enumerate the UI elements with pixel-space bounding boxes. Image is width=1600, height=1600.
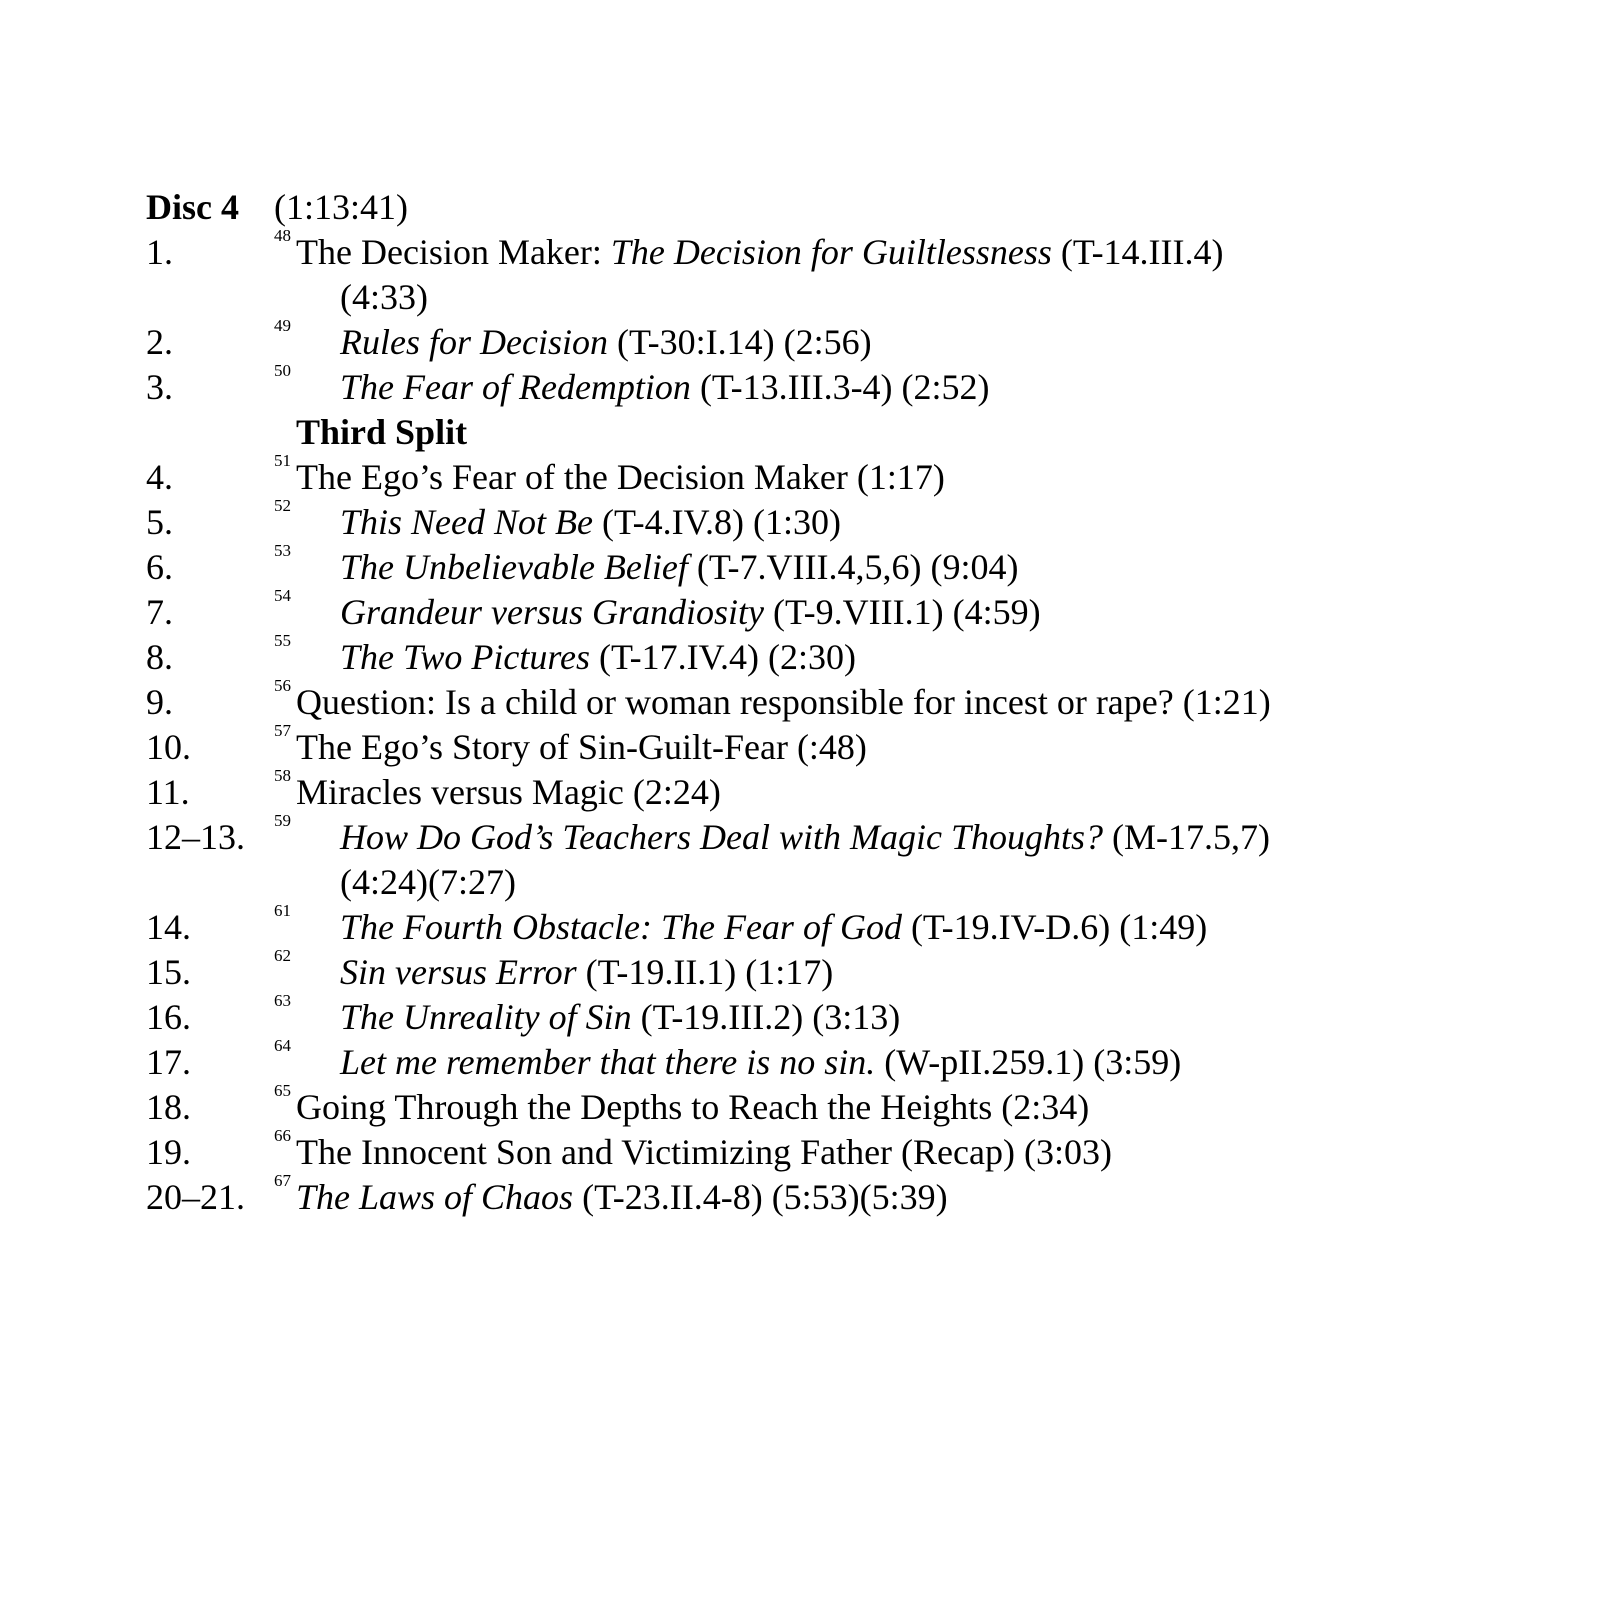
footnote-number: 61 — [274, 901, 291, 920]
track-title — [296, 1085, 1566, 1130]
track-duration: (4:24)(7:27) — [340, 862, 516, 902]
footnote-number: 66 — [274, 1126, 291, 1145]
list-item — [146, 721, 1566, 770]
track-text: (T-13.III.3-4) (2:52) — [690, 367, 990, 407]
footnote-number: 59 — [274, 811, 291, 830]
track-text: (T-30:I.14) (2:56) — [607, 322, 872, 362]
track-title — [340, 590, 1566, 635]
list-item — [146, 451, 1566, 500]
footnote-number: 56 — [274, 676, 291, 695]
track-number: 6. — [146, 547, 173, 587]
track-number: 10. — [146, 727, 191, 767]
footnote-number: 48 — [274, 226, 291, 245]
footnote-number: 65 — [274, 1081, 291, 1100]
list-item — [146, 1081, 1566, 1130]
track-text: The Decision Maker: — [296, 232, 611, 272]
list-item — [146, 631, 1566, 680]
track-number: 17. — [146, 1042, 191, 1082]
list-item — [146, 676, 1566, 725]
track-title — [296, 1175, 1566, 1220]
track-text: (T-23.II.4-8) (5:53)(5:39) — [573, 1177, 948, 1217]
footnote-number: 54 — [274, 586, 291, 605]
track-number: 16. — [146, 997, 191, 1037]
track-list — [146, 226, 1566, 1220]
source-title: Rules for Decision — [340, 322, 608, 362]
track-text: (T-9.VIII.1) (4:59) — [763, 592, 1041, 632]
track-title — [340, 815, 1566, 860]
track-text: (M-17.5,7) — [1103, 817, 1271, 857]
footnote-number: 52 — [274, 496, 291, 515]
list-item — [146, 901, 1566, 950]
source-title: The Fourth Obstacle: The Fear of God — [340, 907, 902, 947]
list-item — [146, 316, 1566, 365]
footnote-number: 55 — [274, 631, 291, 650]
track-number: 8. — [146, 637, 173, 677]
footnote-number: 51 — [274, 451, 291, 470]
footnote-number: 57 — [274, 721, 291, 740]
source-title: The Laws of Chaos — [296, 1177, 574, 1217]
track-title — [340, 365, 1566, 410]
track-text: The Innocent Son and Victimizing Father (Recap) (3:03) — [296, 1132, 1112, 1172]
list-item — [146, 946, 1566, 995]
list-item — [146, 1036, 1566, 1085]
track-title — [340, 905, 1566, 950]
source-title: Grandeur versus Grandiosity — [340, 592, 764, 632]
list-item — [146, 496, 1566, 545]
track-text: (T-4.IV.8) (1:30) — [592, 502, 841, 542]
track-text: Miracles versus Magic (2:24) — [296, 772, 721, 812]
track-number: 18. — [146, 1087, 191, 1127]
track-number: 11. — [146, 772, 190, 812]
track-number: 5. — [146, 502, 173, 542]
track-title — [340, 320, 1566, 365]
source-title: How Do God’s Teachers Deal with Magic Thoughts? — [340, 817, 1104, 857]
source-title: The Unreality of Sin — [340, 997, 632, 1037]
disc-header — [146, 185, 1566, 230]
section-title: Third Split — [296, 412, 468, 452]
list-item — [146, 226, 1566, 320]
track-title — [340, 950, 1566, 995]
list-item — [146, 586, 1566, 635]
track-text: Question: Is a child or woman responsible for incest or rape? (1:21) — [296, 682, 1271, 722]
track-text: Going Through the Depths to Reach the Heights (2:34) — [296, 1087, 1090, 1127]
track-number: 1. — [146, 232, 173, 272]
track-text: (T-17.IV.4) (2:30) — [590, 637, 856, 677]
footnote-number: 63 — [274, 991, 291, 1010]
track-title — [296, 1130, 1566, 1175]
disc-label: Disc 4 — [146, 187, 239, 227]
disc-total-time: (1:13:41) — [274, 187, 408, 227]
track-title — [296, 680, 1566, 725]
track-text: (T-19.IV-D.6) (1:49) — [901, 907, 1208, 947]
source-title: Sin versus Error — [340, 952, 577, 992]
footnote-number: 64 — [274, 1036, 291, 1055]
track-number: 2. — [146, 322, 173, 362]
track-number: 14. — [146, 907, 191, 947]
track-text: (W-pII.259.1) (3:59) — [875, 1042, 1182, 1082]
track-text: (T-14.III.4) — [1051, 232, 1224, 272]
source-title: This Need Not Be — [340, 502, 593, 542]
track-title — [340, 545, 1566, 590]
track-number: 7. — [146, 592, 173, 632]
footnote-number: 67 — [274, 1171, 291, 1190]
track-title — [340, 500, 1566, 545]
track-text: The Ego’s Story of Sin-Guilt-Fear (:48) — [296, 727, 867, 767]
list-item — [146, 811, 1566, 905]
track-number: 3. — [146, 367, 173, 407]
source-title: The Two Pictures — [340, 637, 590, 677]
footnote-number: 49 — [274, 316, 291, 335]
track-title — [296, 230, 1566, 275]
track-title — [340, 635, 1566, 680]
list-item — [146, 541, 1566, 590]
footnote-number: 62 — [274, 946, 291, 965]
track-title — [296, 770, 1566, 815]
track-number: 15. — [146, 952, 191, 992]
track-duration: (4:33) — [340, 277, 428, 317]
list-item — [146, 991, 1566, 1040]
footnote-number: 53 — [274, 541, 291, 560]
track-number: 19. — [146, 1132, 191, 1172]
track-number: 9. — [146, 682, 173, 722]
track-number: 12–13. — [146, 817, 245, 857]
track-text: (T-19.II.1) (1:17) — [576, 952, 834, 992]
footnote-number: 50 — [274, 361, 291, 380]
track-number: 4. — [146, 457, 173, 497]
list-item — [146, 766, 1566, 815]
track-text: (T-7.VIII.4,5,6) (9:04) — [687, 547, 1019, 587]
track-listing — [146, 185, 1566, 1220]
track-title — [296, 725, 1566, 770]
list-item — [146, 1126, 1566, 1175]
footnote-number: 58 — [274, 766, 291, 785]
track-text: (T-19.III.2) (3:13) — [631, 997, 901, 1037]
list-item — [146, 1171, 1566, 1220]
source-title: Let me remember that there is no sin. — [340, 1042, 876, 1082]
source-title: The Unbelievable Belief — [340, 547, 688, 587]
track-text: The Ego’s Fear of the Decision Maker (1:17) — [296, 457, 945, 497]
track-title — [340, 995, 1566, 1040]
source-title: The Fear of Redemption — [340, 367, 691, 407]
source-title: The Decision for Guiltlessness — [610, 232, 1052, 272]
track-number: 20–21. — [146, 1177, 245, 1217]
track-title — [296, 455, 1566, 500]
list-item — [146, 361, 1566, 410]
track-title — [340, 1040, 1566, 1085]
